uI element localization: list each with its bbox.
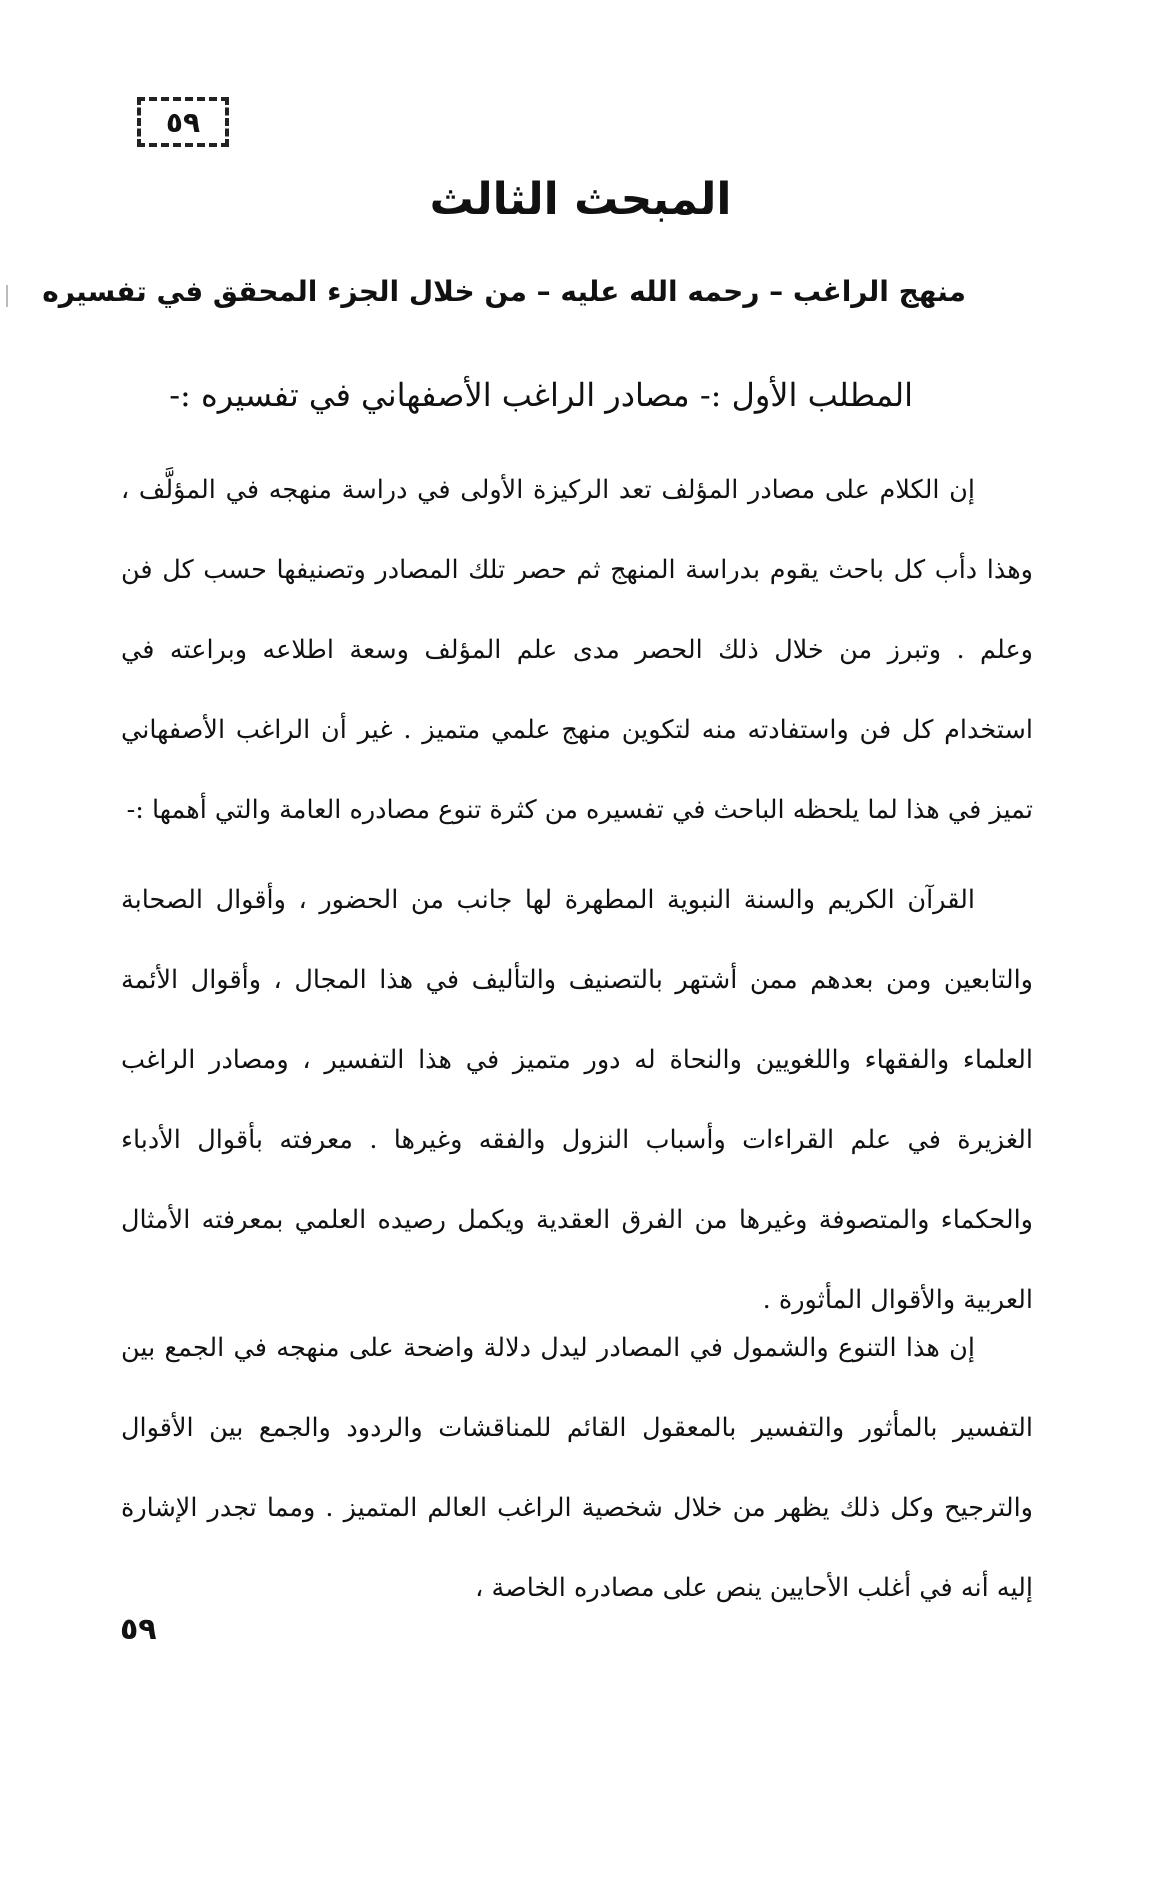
paragraph-text: إن هذا التنوع والشمول في المصادر ليدل دلالة واضحة على منهجه في الجمع بين التفسير بالمأثور والتفسير بالمعقول القائم للمناقشات والردود والجمع بين الأقوال والترجيح وكل ذلك يظهر من خلال شخصية الراغب العالم المتميز . ومما تجدر الإشارة إليه أنه في أغلب الأحايين ينص على مصادره الخاصة ، [121, 1333, 1033, 1603]
footer-page-number: ٥٩ [120, 1612, 157, 1647]
paragraph-text: إن الكلام على مصادر المؤلف تعد الركيزة الأولى في دراسة منهجه في المؤلَّف ، وهذا دأب كل باحث يقوم بدراسة المنهج ثم حصر تلك المصادر وتصنيفها حسب كل فن وعلم . وتبرز من خلال ذلك الحصر مدى علم المؤلف وسعة اطلاعه وبراعته في استخدام كل فن واستفادته منه لتكوين منهج علمي متميز . غير أن الراغب الأصفهاني تميز في هذا لما يلحظه الباحث في تفسيره من كثرة تنوع مصادره العامة والتي أهمها :- [121, 475, 1033, 825]
page-number-box: ٥٩ [137, 97, 229, 147]
chapter-heading: المبحث الثالث [429, 174, 732, 225]
chapter-subheading: منهج الراغب – رحمه الله عليه – من خلال الجزء المحقق في تفسيره [42, 275, 966, 308]
paragraph-1 [121, 450, 1033, 850]
section-heading: المطلب الأول :- مصادر الراغب الأصفهاني في تفسيره :- [169, 376, 913, 414]
paragraph-text: القرآن الكريم والسنة النبوية المطهرة لها جانب من الحضور ، وأقوال الصحابة والتابعين ومن بعدهم ممن أشتهر بالتصنيف والتأليف في هذا المجال ، وأقوال الأئمة العلماء والفقهاء واللغويين والنحاة له دور متميز في هذا التفسير ، ومصادر الراغب الغزيرة في علم القراءات وأسباب النزول والفقه وغيرها . معرفته بأقوال الأدباء والحكماء والمتصوفة وغيرها من الفرق العقدية ويكمل رصيده العلمي بمعرفته الأمثال العربية والأقوال المأثورة . [121, 885, 1033, 1315]
paragraph-2 [121, 860, 1033, 1340]
margin-mark [6, 285, 8, 307]
paragraph-3 [121, 1308, 1033, 1628]
